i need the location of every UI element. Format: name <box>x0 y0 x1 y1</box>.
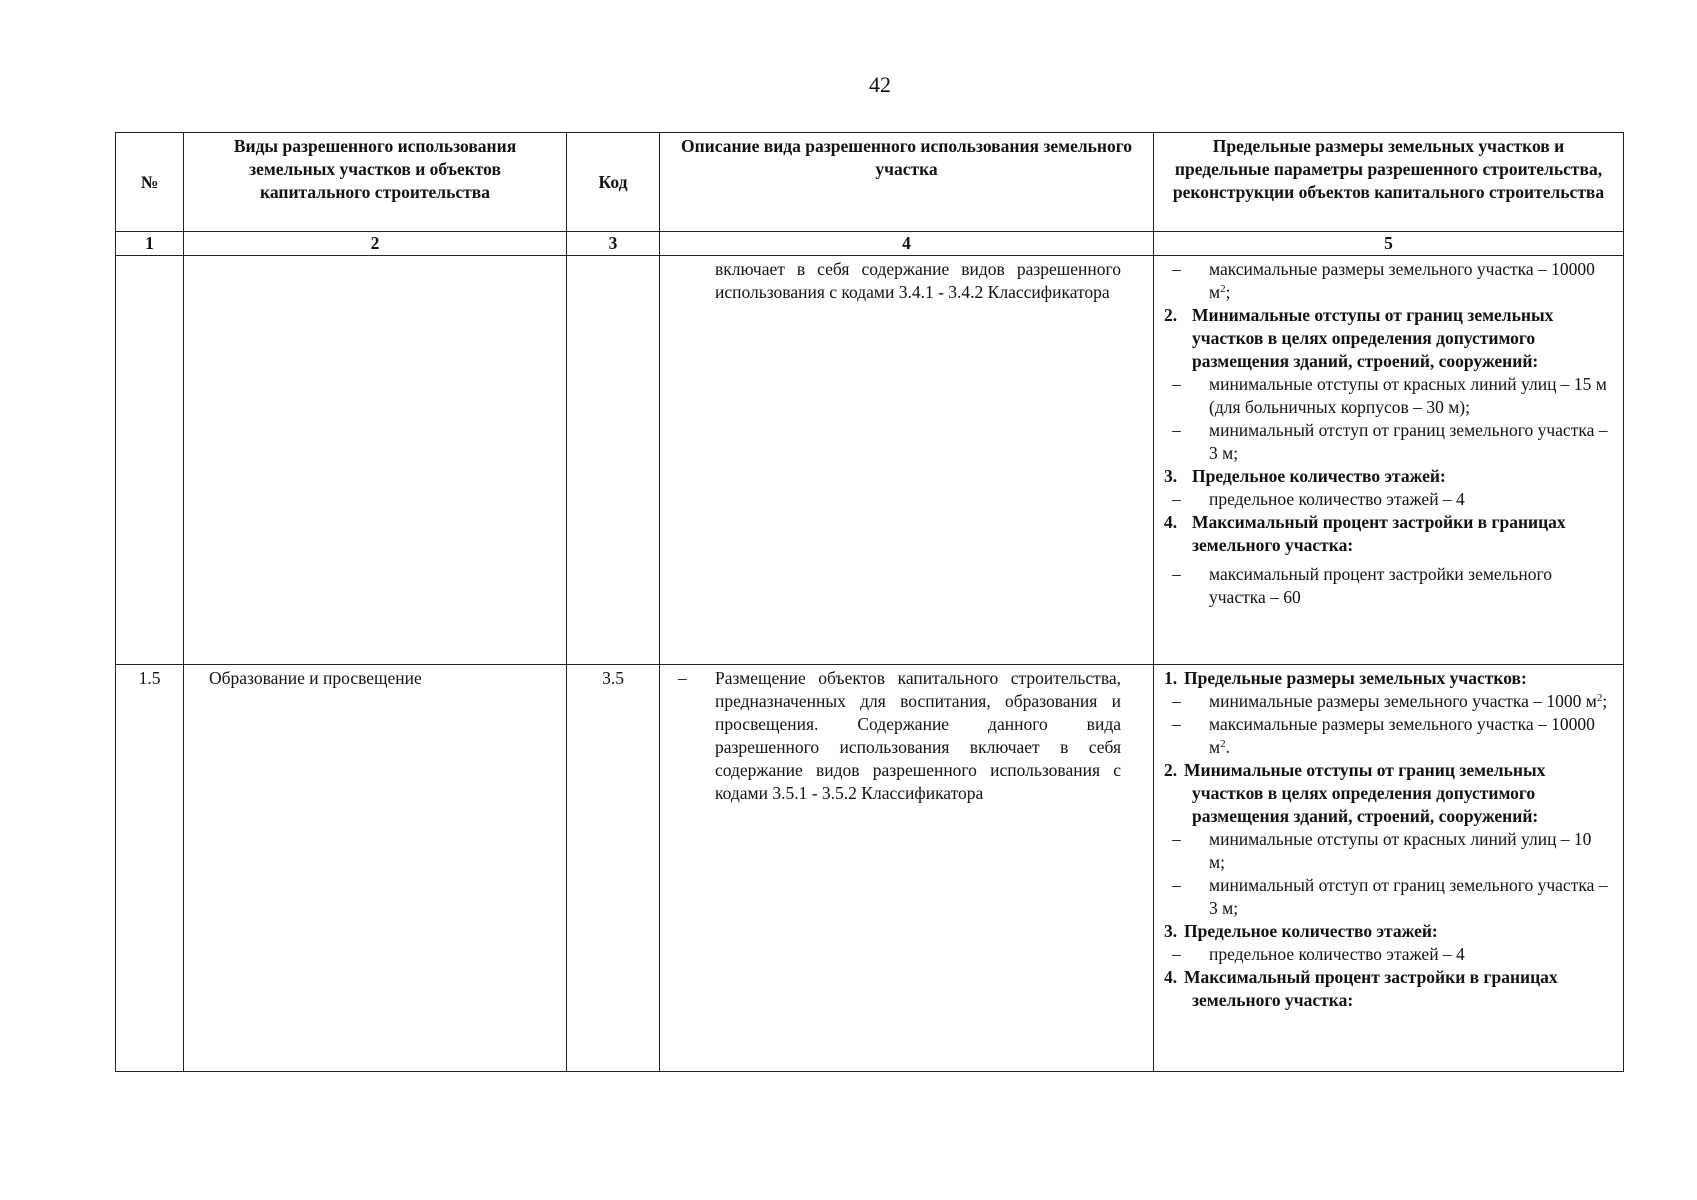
dash-marker: – <box>1172 714 1181 734</box>
param-heading: 4. Максимальный процент застройки в границах земельного участка: <box>1164 967 1558 1010</box>
row-code: 3.5 <box>567 665 660 1072</box>
row-use-type <box>184 256 567 665</box>
param-item: – минимальный отступ от границ земельного участка – 3 м; <box>1172 875 1608 918</box>
column-number: 1 <box>116 232 184 256</box>
land-use-table <box>115 132 1624 1072</box>
header-parameters: Предельные размеры земельных участков и предельные параметры разрешенного строительства, реконструкции объектов капитального строительства <box>1154 133 1624 232</box>
header-description: Описание вида разрешенного использования земельного участка <box>660 133 1154 232</box>
row-description: включает в себя содержание видов разрешенного использования с кодами 3.4.1 - 3.4.2 Классификатора <box>715 259 1121 302</box>
table-row <box>116 256 1624 665</box>
param-heading: 3. Предельное количество этажей: <box>1164 921 1438 941</box>
param-heading: 4. Максимальный процент застройки в границах земельного участка: <box>1164 512 1566 555</box>
dash-marker: – <box>1172 829 1181 849</box>
row-description-cell <box>660 665 1154 1072</box>
param-heading: 1. Предельные размеры земельных участков: <box>1164 668 1527 688</box>
dash-marker: – <box>1172 420 1181 440</box>
param-item: – минимальные размеры земельного участка – 1000 $м^2$; <box>1172 691 1608 711</box>
param-item: – минимальные отступы от красных линий улиц – 10 м; <box>1172 829 1592 872</box>
row-description: Размещение объектов капитального строительства, предназначенных для воспитания, образования и просвещения. Содержание данного вида разрешенного использования включает в себя содержание видов разрешенного использования с кодами 3.5.1 - 3.5.2 Классификатора <box>715 668 1121 803</box>
param-item: – максимальные размеры земельного участка – 10000 $м^2$; <box>1172 259 1595 302</box>
dash-marker: – <box>1172 564 1181 584</box>
dash-marker: – <box>1172 489 1181 509</box>
column-number: 3 <box>567 232 660 256</box>
param-heading: 2. Минимальные отступы от границ земельных участков в целях определения допустимого размещения зданий, строений, сооружений: <box>1164 760 1546 826</box>
header-use-types: Виды разрешенного использования земельных участков и объектов капитального строительства <box>184 133 567 232</box>
dash-marker: – <box>1172 691 1181 711</box>
param-heading: 2. Минимальные отступы от границ земельных участков в целях определения допустимого размещения зданий, строений, сооружений: <box>1164 305 1554 371</box>
column-number: 5 <box>1154 232 1624 256</box>
row-number: 1.5 <box>116 665 184 1072</box>
column-number: 4 <box>660 232 1154 256</box>
dash-marker: – <box>1172 875 1181 895</box>
table-row <box>116 665 1624 1072</box>
param-item: – предельное количество этажей – 4 <box>1172 489 1465 509</box>
dash-marker: – <box>678 668 687 688</box>
param-heading: 3. Предельное количество этажей: <box>1164 466 1446 486</box>
row-number <box>116 256 184 665</box>
param-item: – предельное количество этажей – 4 <box>1172 944 1465 964</box>
param-item: – минимальный отступ от границ земельного участка – 3 м; <box>1172 420 1608 463</box>
row-description-cell <box>660 256 1154 665</box>
param-item: – максимальный процент застройки земельного участка – 60 <box>1172 564 1553 607</box>
page-number: 42 <box>869 72 891 97</box>
header-number: № <box>116 133 184 232</box>
dash-marker: – <box>1172 259 1181 279</box>
column-number-row <box>116 232 1624 256</box>
row-code <box>567 256 660 665</box>
row-description-item <box>670 667 1121 805</box>
row-use-type: Образование и просвещение <box>184 665 567 1072</box>
dash-marker: – <box>1172 944 1181 964</box>
row-parameters-cell <box>1154 665 1624 1072</box>
param-item: – максимальные размеры земельного участка – 10000 $м^2$. <box>1172 714 1595 757</box>
row-parameters-cell <box>1154 256 1624 665</box>
column-number: 2 <box>184 232 567 256</box>
param-item: – минимальные отступы от красных линий улиц – 15 м (для больничных корпусов – 30 м); <box>1172 374 1607 417</box>
table-header-row <box>116 133 1624 232</box>
dash-marker: – <box>1172 374 1181 394</box>
header-code: Код <box>567 133 660 232</box>
